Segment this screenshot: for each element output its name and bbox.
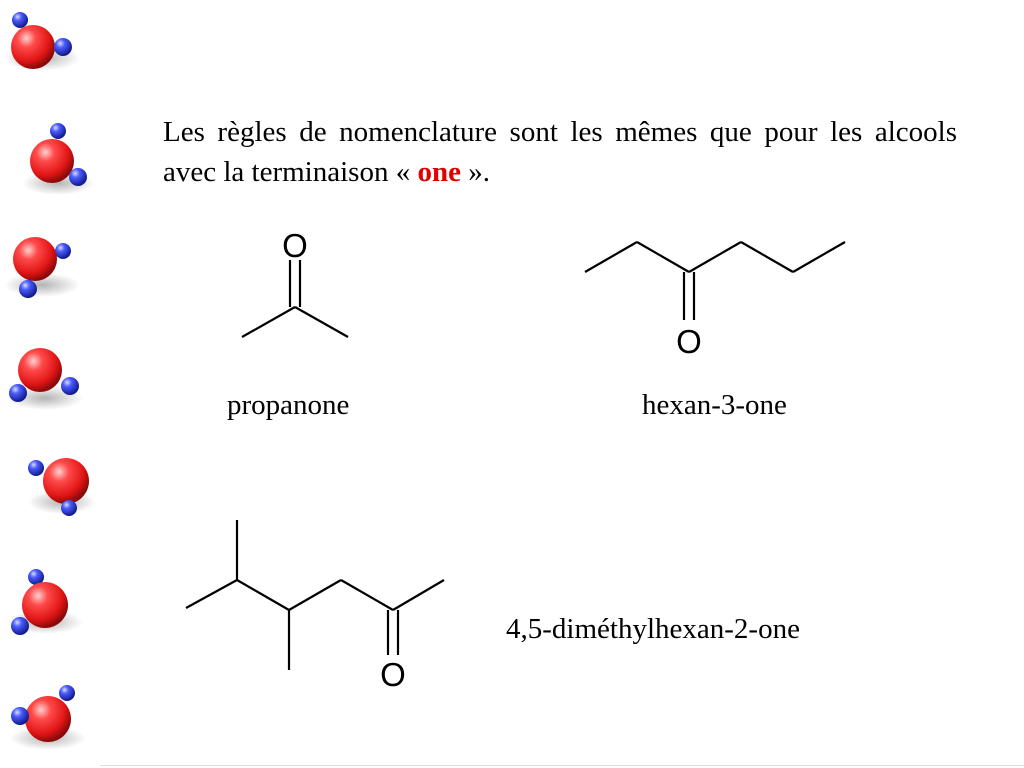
intro-text-start: Les règles de nomenclature sont les mêmes que pour les alcools avec la terminaison « — [163, 116, 957, 188]
intro-text-end: ». — [460, 156, 490, 188]
compound-name-hexan-3-one: hexan-3-one — [642, 389, 787, 421]
hexan-3-one-structure — [585, 242, 845, 360]
oxygen-atom-label: O — [282, 227, 308, 264]
oxygen-atom-label: O — [676, 323, 702, 360]
propanone-structure — [242, 227, 348, 337]
compound-name-dimethylhexanone: 4,5-diméthylhexan-2-one — [506, 613, 800, 645]
highlighted-suffix: one — [417, 156, 461, 188]
compound-name-propanone: propanone — [227, 389, 350, 421]
dimethylhexanone-structure — [186, 520, 444, 693]
oxygen-atom-label: O — [380, 656, 406, 693]
bottom-divider — [100, 765, 1024, 766]
